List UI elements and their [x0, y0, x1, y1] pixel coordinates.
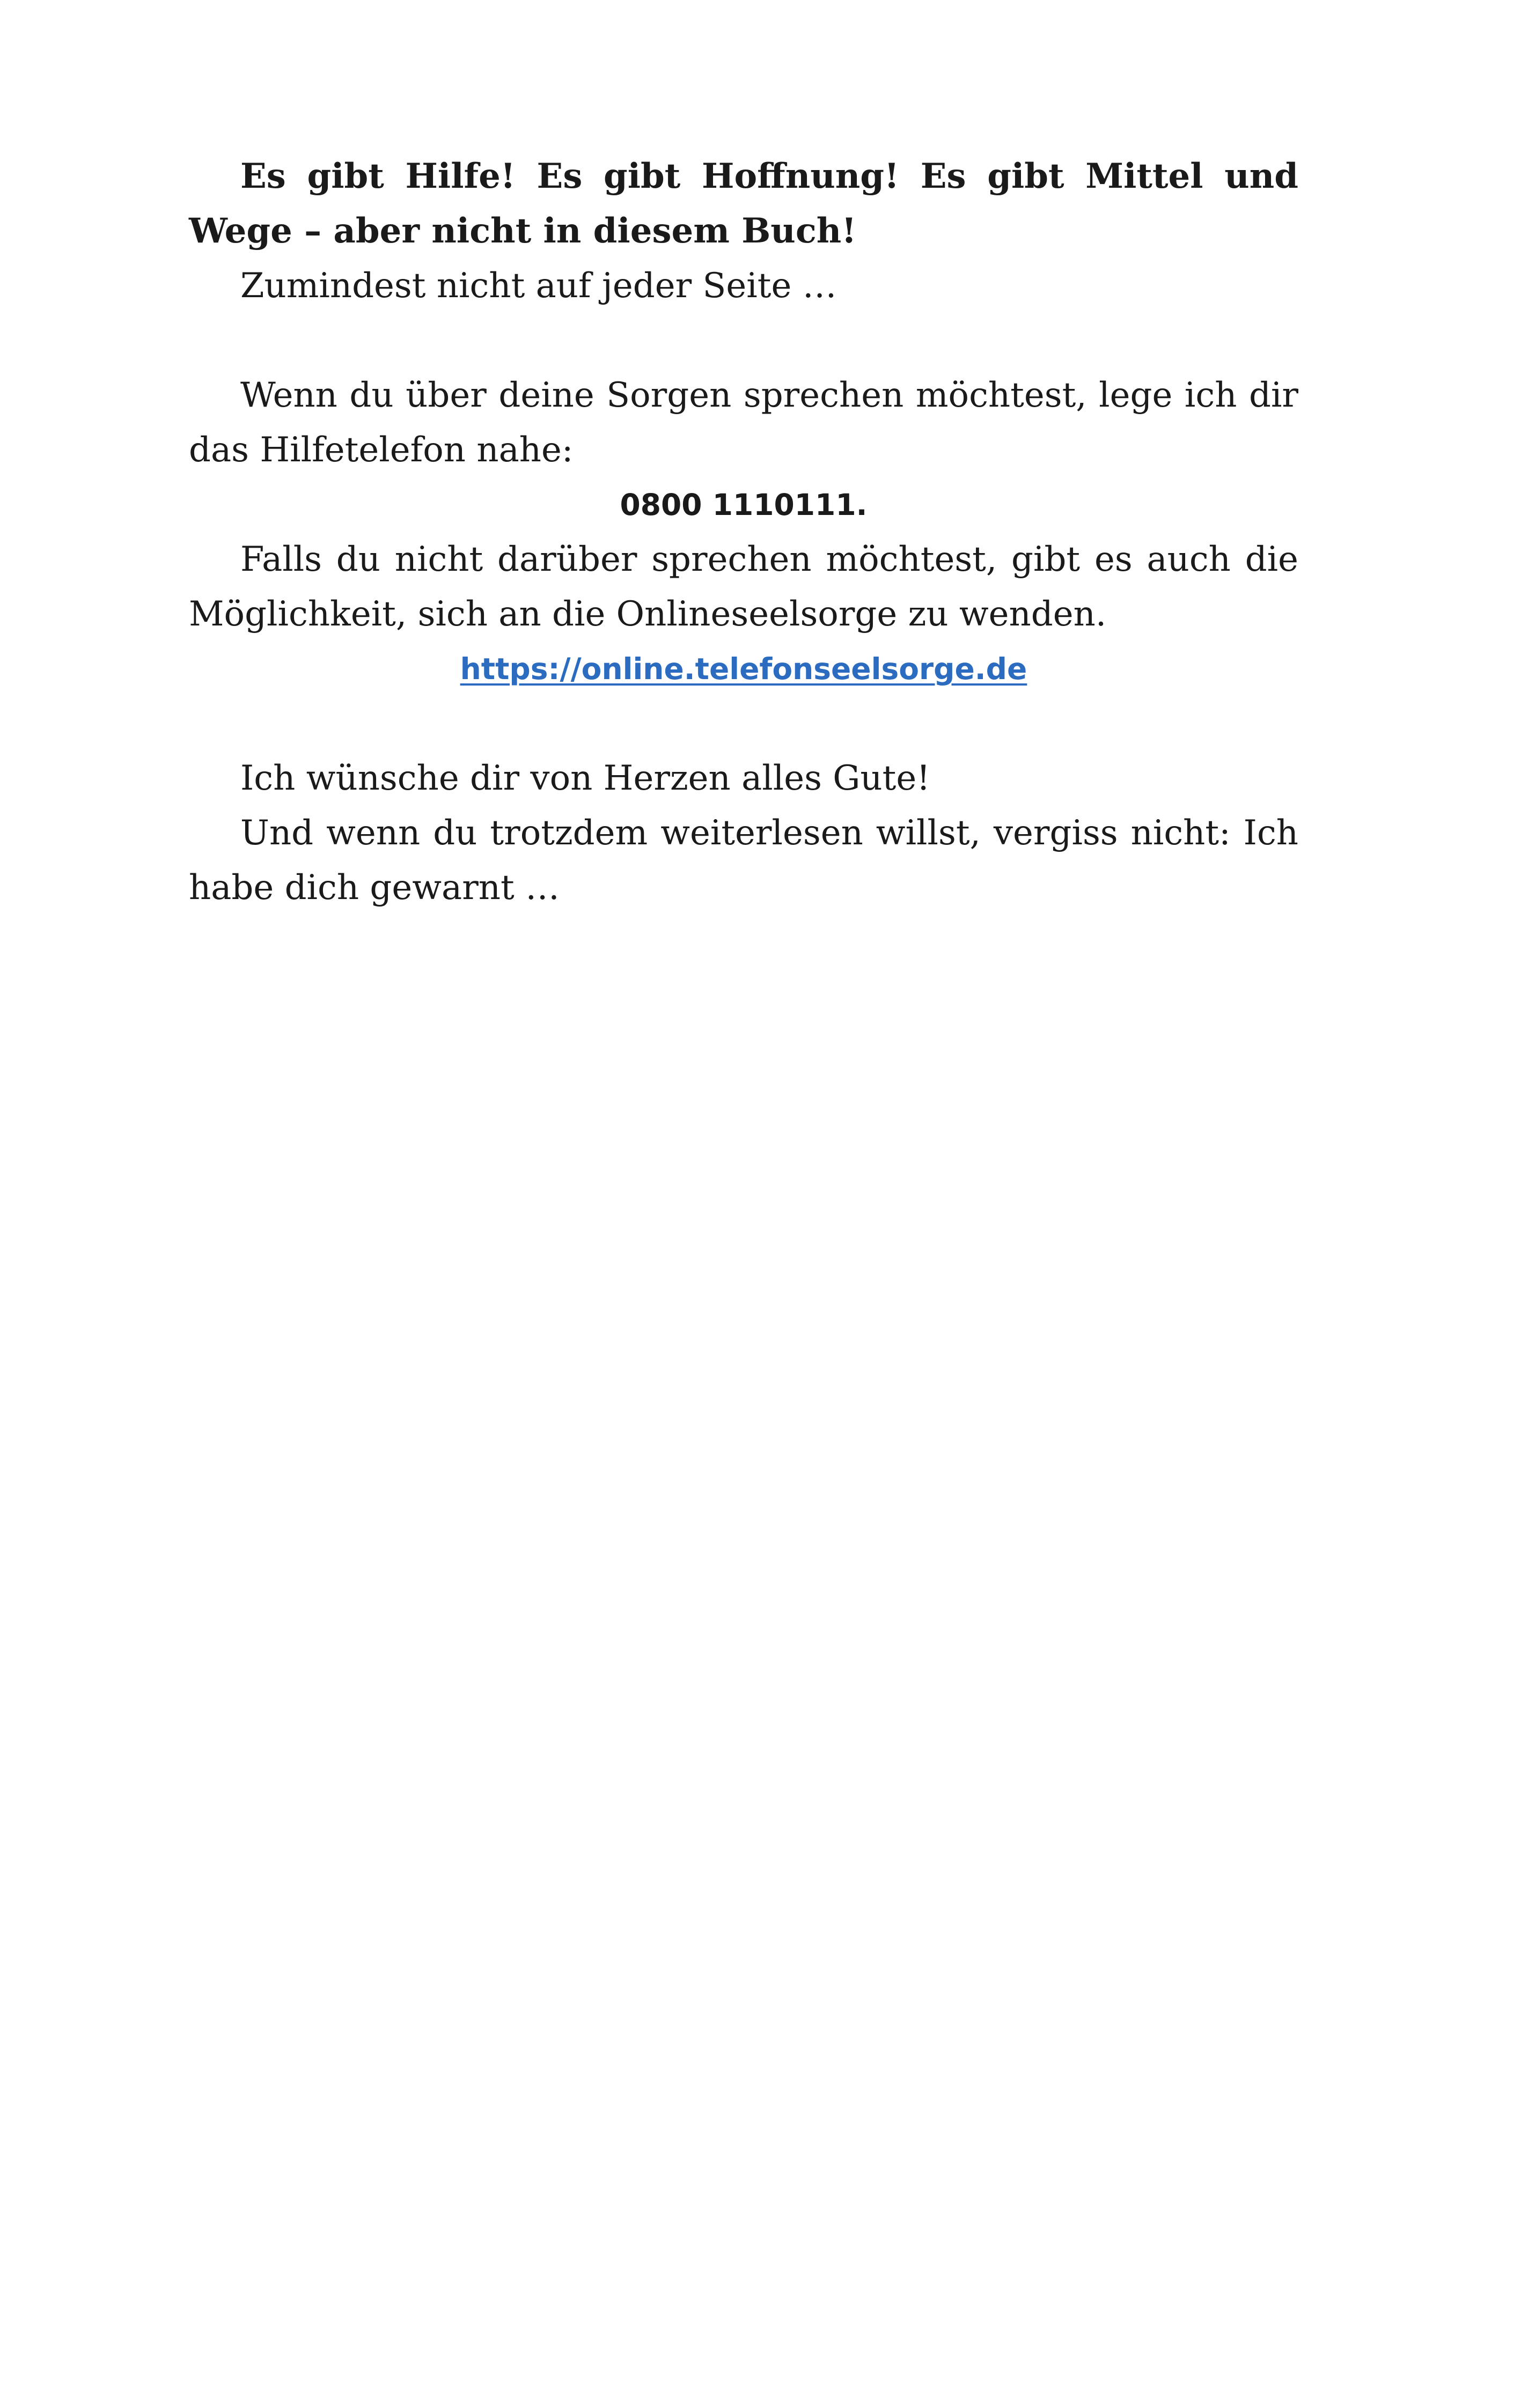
- paragraph-onlineseelsorge: Falls du nicht darüber sprechen möchtest, gibt es auch die Möglichkeit, sich an die Onlineseelsorge zu wenden.: [189, 540, 1298, 634]
- online-link-line: [189, 642, 1298, 696]
- paragraph-zumindest: Zumindest nicht auf jeder Seite …: [240, 266, 837, 306]
- paragraph-wish: Ich wünsche dir von Herzen alles Gute!: [240, 759, 930, 798]
- onlineseelsorge-link[interactable]: https://online.telefonseelsorge.de: [460, 652, 1027, 686]
- hotline-number: 0800 1110111.: [620, 488, 868, 522]
- paragraph-hilfetelefon-text: Wenn du über deine Sorgen sprechen möchtest, lege ich dir das Hilfetelefon nahe:: [189, 375, 1298, 470]
- paragraph-warning: Und wenn du trotzdem weiterlesen willst, vergiss nicht: Ich habe dich gewarnt …: [189, 813, 1298, 908]
- page-text: [189, 149, 1298, 915]
- paragraph-spacer: [189, 313, 1298, 368]
- paragraph-hilfetelefon: [189, 368, 1298, 477]
- warning-heading: Es gibt Hilfe! Es gibt Hoffnung! Es gibt Mittel und Wege – aber nicht in diesem Buch!: [189, 156, 1298, 251]
- paragraph-spacer: [189, 696, 1298, 751]
